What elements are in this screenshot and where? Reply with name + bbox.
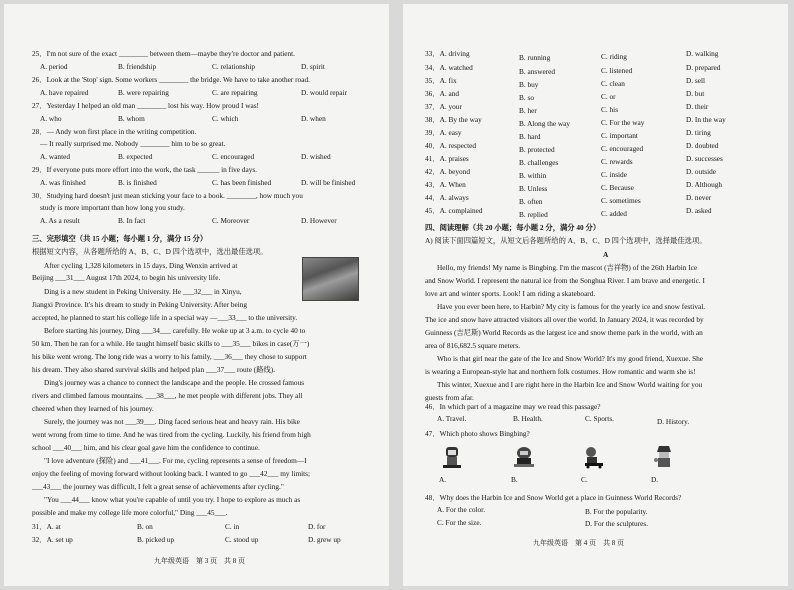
option-36a: 36．A. and: [425, 89, 460, 98]
option-27d: D. when: [301, 114, 326, 123]
question-27: 27．Yesterday I helped an old man ________ lost his way. How proud I was!: [32, 101, 259, 110]
option-45d: D. asked: [686, 206, 712, 215]
section-3-heading: 三、完形填空（共 15 小题；每小题 1 分，满分 15 分）: [32, 234, 208, 243]
option-33a: 33．A. driving: [425, 49, 470, 58]
option-26a: A. have repaired: [40, 88, 89, 97]
passage-line-7: 50 km. Then he ran for a while. He taught himself basic skills to ___35___ bikes in case(万一): [32, 339, 310, 348]
option-44b: B. often: [519, 197, 543, 206]
passage-a-line-7: area of 816,682.5 square meters.: [425, 341, 521, 350]
passage-a-label: A: [603, 250, 609, 259]
option-44a: 44．A. always: [425, 193, 469, 202]
question-25: 25．I'm not sure of the exact ________ between them—maybe they're doctor and patient.: [32, 49, 296, 58]
mascot-photo-b: [511, 444, 537, 470]
option-40a: 40．A. respected: [425, 141, 477, 150]
option-27a: A. who: [40, 114, 62, 123]
option-47d: D.: [651, 475, 659, 484]
option-34c: C. listened: [601, 66, 633, 75]
option-43d: D. Although: [686, 180, 723, 189]
passage-line-17: enjoy the feeling of moving forward without looking back. I wanted to go ___42___ my limits;: [32, 469, 311, 478]
passage-line-11: rivers and climbed famous mountains. ___38___, he met people with different jobs. They all: [32, 391, 303, 400]
option-37b: B. her: [519, 106, 537, 115]
passage-line-5: accepted, he planned to start his college life in a special way —___33___ to the university.: [32, 313, 298, 322]
option-39c: C. important: [601, 131, 638, 140]
option-30b: B. In fact: [118, 216, 146, 225]
option-39a: 39．A. easy: [425, 128, 462, 137]
section-4-heading: 四、阅读理解（共 20 小题；每小题 2 分，满分 40 分）: [425, 223, 601, 232]
passage-line-3: Ding is a new student in Peking University. He ___32___ in Xinyu,: [44, 287, 242, 296]
option-32a: 32．A. set up: [32, 535, 73, 544]
option-46d: D. History.: [657, 417, 690, 426]
option-41d: D. successes: [686, 154, 723, 163]
option-35b: B. buy: [519, 80, 539, 89]
option-35d: D. sell: [686, 76, 706, 85]
option-28a: A. wanted: [40, 152, 70, 161]
question-48: 48．Why does the Harbin Ice and Snow World get a place in Guinness World Records?: [425, 493, 682, 502]
option-41a: 41．A. praises: [425, 154, 469, 163]
passage-line-10: Ding's journey was a chance to connect the landscape and the people. He crossed famous: [44, 378, 305, 387]
question-46: 46．In which part of a magazine may we read this passage?: [425, 402, 601, 411]
mascot-photo-a: [439, 444, 465, 470]
option-32b: B. picked up: [137, 535, 175, 544]
option-45a: 45．A. complained: [425, 206, 483, 215]
passage-a-line-10: This winter, Xuexue and I are right here in the Harbin Ice and Snow World waiting for you: [437, 380, 703, 389]
question-29: 29．If everyone puts more effort into the work, the task ______ in five days.: [32, 165, 258, 174]
option-25a: A. period: [40, 62, 68, 71]
option-41c: C. rewards: [601, 157, 633, 166]
passage-line-9: his dream. They also shared survival skills and helped plan ___37___ route (路线).: [32, 365, 276, 374]
passage-a-line-8: Who is that girl near the gate of the Ice and Snow World? It's my good friend, Xuexue. She: [437, 354, 704, 363]
passage-line-18: ___43___ the journey was difficult, I felt a great sense of achievements after cycling.": [32, 482, 284, 491]
passage-line-1: After cycling 1,328 kilometers in 15 days, Ding Wenxin arrived at: [44, 261, 238, 270]
option-34a: 34．A. watched: [425, 63, 473, 72]
option-29a: A. was finished: [40, 178, 86, 187]
section-4-instruction: A) 阅读下面四篇短文，从短文后各题所给的 A、B、C、D 四个选项中，选择最佳选项。: [425, 236, 707, 245]
option-36b: B. so: [519, 93, 535, 102]
option-44d: D. never: [686, 193, 712, 202]
question-28: 28．— Andy won first place in the writing competition.: [32, 127, 197, 136]
option-33b: B. running: [519, 53, 551, 62]
passage-line-15: school ___40___ him, and his clear goal gave him the confidence to continue.: [32, 443, 260, 452]
passage-a-line-4: Have you ever been here, to Harbin? My city is famous for the yearly ice and snow festival.: [437, 302, 706, 311]
passage-line-14: went wrong from time to time. And he was tired from the cycling. Luckily, his friend from high: [32, 430, 311, 439]
passage-a-line-6: Guinness (吉尼斯) World Records as the largest ice and snow theme park in the world, with an: [425, 328, 703, 337]
option-45c: C. added: [601, 209, 627, 218]
option-31c: C. in: [225, 522, 240, 531]
option-32c: C. stood up: [225, 535, 259, 544]
passage-line-13: Surely, the journey was not ___39___. Ding faced serious heat and heavy rain. His bike: [44, 417, 300, 426]
option-47b: B.: [511, 475, 518, 484]
option-47a: A.: [439, 475, 447, 484]
question-30: 30．Studying hard doesn't just mean sticking your face to a book. ________, how much you: [32, 191, 303, 200]
passage-line-8: his bike went wrong. The long ride was a worry to his family, ___36___ they chose to support: [32, 352, 307, 361]
question-30-cont: study is more important than how long you study.: [40, 203, 185, 212]
option-28c: C. encouraged: [212, 152, 255, 161]
option-37a: 37．A. your: [425, 102, 462, 111]
option-46a: A. Travel.: [437, 414, 467, 423]
option-48a: A. For the color.: [437, 505, 486, 514]
passage-a-line-9: is wearing a European-style hat and northern folk costumes. How romantic and warm she is!: [425, 367, 696, 376]
option-26b: B. were repairing: [118, 88, 169, 97]
option-32d: D. grew up: [308, 535, 341, 544]
question-26: 26．Look at the 'Stop' sign. Some workers ________ the bridge. We have to take another road.: [32, 75, 310, 84]
option-30c: C. Moreover: [212, 216, 250, 225]
passage-a-line-2: and Snow World. I represent the natural ice from the Songhua River. I am brave and energetic. I: [425, 276, 705, 285]
option-48b: B. For the popularity.: [585, 507, 648, 516]
option-27c: C. which: [212, 114, 239, 123]
option-48d: D. For the sculptures.: [585, 519, 649, 528]
passage-line-4: Jiangxi Province. It's his dream to study in Peking University. After being: [32, 300, 248, 309]
option-36c: C. or: [601, 92, 616, 101]
option-44c: C. sometimes: [601, 196, 641, 205]
option-41b: B. challenges: [519, 158, 559, 167]
option-26d: D. would repair: [301, 88, 347, 97]
option-46c: C. Sports.: [585, 414, 614, 423]
passage-a-line-1: Hello, my friends! My name is Bingbing. I'm the mascot (吉祥物) of the 26th Harbin Ice: [437, 263, 698, 272]
option-37c: C. his: [601, 105, 619, 114]
option-36d: D. but: [686, 89, 705, 98]
exam-page-4: [403, 4, 788, 586]
option-26c: C. are repairing: [212, 88, 258, 97]
option-42c: C. inside: [601, 170, 627, 179]
option-25d: D. spirit: [301, 62, 325, 71]
option-33d: D. walking: [686, 49, 719, 58]
option-42b: B. within: [519, 171, 547, 180]
page-footer-right: 九年级英语 第 4 页 共 8 页: [533, 539, 624, 547]
passage-line-19: "You ___44___ know what you're capable of until you try. I hope to explore as much as: [44, 495, 301, 504]
option-30a: A. As a result: [40, 216, 80, 225]
option-29b: B. is finished: [118, 178, 157, 187]
option-31d: D. for: [308, 522, 326, 531]
mascot-photo-c: [581, 444, 607, 470]
question-47: 47．Which photo shows Bingbing?: [425, 429, 530, 438]
exam-page-3: [4, 4, 389, 586]
option-43b: B. Unless: [519, 184, 548, 193]
option-29c: C. has been finished: [212, 178, 272, 187]
option-47c: C.: [581, 475, 588, 484]
option-38d: D. In the way: [686, 115, 726, 124]
question-28-reply: — It really surprised me. Nobody ________ him to be so great.: [40, 139, 226, 148]
option-31b: B. on: [137, 522, 153, 531]
option-39b: B. hard: [519, 132, 541, 141]
option-46b: B. Health.: [513, 414, 543, 423]
option-31a: 31．A. at: [32, 522, 61, 531]
section-3-instruction: 根据短文内容，从各题所给的 A、B、C、D 四个选项中，选出最佳选项。: [32, 247, 268, 256]
option-43a: 43．A. When: [425, 180, 466, 189]
option-35a: 35．A. fix: [425, 76, 457, 85]
option-40c: C. encouraged: [601, 144, 644, 153]
option-27b: B. whom: [118, 114, 145, 123]
option-34d: D. prepared: [686, 63, 721, 72]
option-40d: D. doubted: [686, 141, 719, 150]
option-43c: C. Because: [601, 183, 634, 192]
option-38a: 38．A. By the way: [425, 115, 482, 124]
passage-line-2: Beijing ___31___ August 17th 2024, to begin his university life.: [32, 273, 221, 282]
option-48c: C. For the size.: [437, 518, 482, 527]
option-34b: B. answered: [519, 67, 556, 76]
option-42d: D. outside: [686, 167, 716, 176]
option-38b: B. Along the way: [519, 119, 571, 128]
option-38c: C. For the way: [601, 118, 645, 127]
option-45b: B. replied: [519, 210, 548, 219]
mascot-photo-d: [651, 444, 677, 470]
cyclist-photo: [302, 257, 359, 301]
option-29d: D. will be finished: [301, 178, 356, 187]
option-37d: D. their: [686, 102, 709, 111]
option-35c: C. clean: [601, 79, 625, 88]
option-40b: B. protected: [519, 145, 555, 154]
option-42a: 42．A. beyond: [425, 167, 470, 176]
passage-line-20: possible and make my college life more colorful," Ding ___45___.: [32, 508, 228, 517]
option-28b: B. expected: [118, 152, 153, 161]
option-25c: C. relationship: [212, 62, 255, 71]
option-30d: D. However: [301, 216, 337, 225]
option-25b: B. friendship: [118, 62, 157, 71]
passage-a-line-11: guests from afar.: [425, 393, 474, 402]
passage-line-6: Before starting his journey, Ding ___34___ carefully. He woke up at 3 a.m. to cycle 40 to: [44, 326, 306, 335]
passage-line-12: cheered when they learned of his journey.: [32, 404, 154, 413]
option-33c: C. riding: [601, 52, 627, 61]
option-39d: D. tiring: [686, 128, 711, 137]
passage-a-line-5: The ice and snow have attracted visitors all over the world. In January 2024, it was recorded by: [425, 315, 704, 324]
option-28d: D. wished: [301, 152, 331, 161]
page-footer-left: 九年级英语 第 3 页 共 8 页: [154, 557, 245, 565]
passage-a-line-3: love art and winter sports. Look! I am riding a skateboard.: [425, 289, 596, 298]
passage-line-16: "I love adventure (探险) and ___41___. For me, cycling represents a sense of freedom—I: [44, 456, 307, 465]
